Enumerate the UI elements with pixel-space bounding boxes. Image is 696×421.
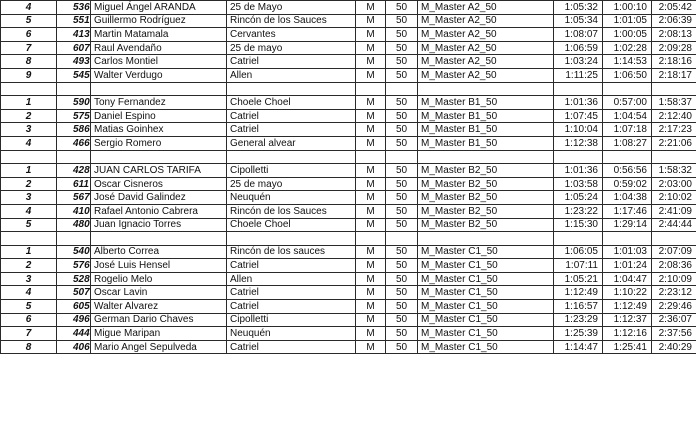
time-1-cell: 1:23:22 [554,204,603,218]
age-cell: 50 [386,245,418,259]
table-row [1,28,696,42]
time-1-cell: 1:25:39 [554,327,603,341]
sex-cell: M [356,68,386,82]
category-cell: M_Master B1_50 [418,123,554,137]
bib-cell: 493 [57,55,91,69]
city-cell: Catriel [227,109,356,123]
age-cell: 50 [386,136,418,150]
total-time-cell: 2:18:16 [652,55,696,69]
city-cell: Cipolletti [227,313,356,327]
age-cell: 50 [386,41,418,55]
position-cell: 5 [1,300,57,314]
empty-cell [418,82,554,96]
time-2-cell: 1:25:41 [603,340,652,354]
table-row [1,1,696,15]
time-1-cell: 1:06:05 [554,245,603,259]
time-2-cell: 1:00:10 [603,1,652,15]
category-cell: M_Master C1_50 [418,259,554,273]
empty-cell [1,232,57,246]
empty-cell [227,82,356,96]
time-2-cell: 1:02:28 [603,41,652,55]
age-cell: 50 [386,218,418,232]
category-cell: M_Master A2_50 [418,55,554,69]
age-cell: 50 [386,1,418,15]
group-separator-row [1,82,696,96]
category-cell: M_Master C1_50 [418,286,554,300]
name-cell: Juan Ignacio Torres [91,218,227,232]
empty-cell [57,82,91,96]
category-cell: M_Master B2_50 [418,164,554,178]
position-cell: 5 [1,218,57,232]
total-time-cell: 2:09:28 [652,41,696,55]
table-row [1,286,696,300]
table-row [1,218,696,232]
age-cell: 50 [386,204,418,218]
sex-cell: M [356,259,386,273]
city-cell: Neuquén [227,327,356,341]
category-cell: M_Master A2_50 [418,14,554,28]
sex-cell: M [356,41,386,55]
empty-cell [1,82,57,96]
empty-cell [418,150,554,164]
city-cell: Neuquén [227,191,356,205]
time-2-cell: 1:08:27 [603,136,652,150]
time-2-cell: 1:29:14 [603,218,652,232]
time-2-cell: 0:57:00 [603,96,652,110]
age-cell: 50 [386,300,418,314]
bib-cell: 551 [57,14,91,28]
bib-cell: 536 [57,1,91,15]
empty-cell [554,82,603,96]
total-time-cell: 2:08:13 [652,28,696,42]
bib-cell: 480 [57,218,91,232]
time-1-cell: 1:03:58 [554,177,603,191]
name-cell: Oscar Lavin [91,286,227,300]
city-cell: Catriel [227,55,356,69]
bib-cell: 496 [57,313,91,327]
empty-cell [652,150,696,164]
bib-cell: 528 [57,272,91,286]
bib-cell: 607 [57,41,91,55]
total-time-cell: 2:03:00 [652,177,696,191]
bib-cell: 466 [57,136,91,150]
position-cell: 4 [1,1,57,15]
city-cell: General alvear [227,136,356,150]
time-1-cell: 1:05:21 [554,272,603,286]
time-1-cell: 1:05:24 [554,191,603,205]
name-cell: Raul Avendaño [91,41,227,55]
total-time-cell: 2:29:46 [652,300,696,314]
name-cell: Guillermo Rodríguez [91,14,227,28]
empty-cell [386,82,418,96]
table-row [1,177,696,191]
group-separator-row [1,150,696,164]
age-cell: 50 [386,109,418,123]
sex-cell: M [356,191,386,205]
total-time-cell: 2:12:40 [652,109,696,123]
city-cell: Catriel [227,259,356,273]
time-2-cell: 1:01:24 [603,259,652,273]
total-time-cell: 2:44:44 [652,218,696,232]
time-1-cell: 1:10:04 [554,123,603,137]
sex-cell: M [356,286,386,300]
total-time-cell: 2:10:02 [652,191,696,205]
name-cell: Carlos Montiel [91,55,227,69]
table-row [1,55,696,69]
table-row [1,109,696,123]
table-row [1,300,696,314]
sex-cell: M [356,313,386,327]
time-1-cell: 1:07:45 [554,109,603,123]
time-2-cell: 1:01:03 [603,245,652,259]
bib-cell: 576 [57,259,91,273]
sex-cell: M [356,109,386,123]
empty-cell [386,232,418,246]
age-cell: 50 [386,123,418,137]
city-cell: Allen [227,272,356,286]
time-2-cell: 0:59:02 [603,177,652,191]
total-time-cell: 1:58:37 [652,96,696,110]
time-1-cell: 1:05:32 [554,1,603,15]
position-cell: 4 [1,136,57,150]
city-cell: Cervantes [227,28,356,42]
sex-cell: M [356,340,386,354]
empty-cell [603,82,652,96]
empty-cell [57,150,91,164]
time-2-cell: 1:01:05 [603,14,652,28]
table-row [1,96,696,110]
time-2-cell: 1:04:47 [603,272,652,286]
time-1-cell: 1:11:25 [554,68,603,82]
age-cell: 50 [386,327,418,341]
time-1-cell: 1:03:24 [554,55,603,69]
empty-cell [554,150,603,164]
total-time-cell: 2:23:12 [652,286,696,300]
bib-cell: 540 [57,245,91,259]
time-2-cell: 0:56:56 [603,164,652,178]
name-cell: Mario Angel Sepulveda [91,340,227,354]
age-cell: 50 [386,177,418,191]
bib-cell: 611 [57,177,91,191]
time-2-cell: 1:04:54 [603,109,652,123]
name-cell: Walter Verdugo [91,68,227,82]
category-cell: M_Master C1_50 [418,245,554,259]
age-cell: 50 [386,68,418,82]
time-2-cell: 1:17:46 [603,204,652,218]
time-2-cell: 1:06:50 [603,68,652,82]
time-1-cell: 1:12:38 [554,136,603,150]
time-1-cell: 1:12:49 [554,286,603,300]
time-2-cell: 1:07:18 [603,123,652,137]
category-cell: M_Master B1_50 [418,136,554,150]
city-cell: Choele Choel [227,96,356,110]
empty-cell [91,232,227,246]
bib-cell: 406 [57,340,91,354]
position-cell: 7 [1,41,57,55]
empty-cell [418,232,554,246]
table-row [1,68,696,82]
empty-cell [356,232,386,246]
position-cell: 8 [1,340,57,354]
age-cell: 50 [386,272,418,286]
city-cell: 25 de Mayo [227,1,356,15]
total-time-cell: 2:05:42 [652,1,696,15]
bib-cell: 413 [57,28,91,42]
name-cell: Miguel Ángel ARANDA [91,1,227,15]
age-cell: 50 [386,313,418,327]
position-cell: 8 [1,55,57,69]
city-cell: Catriel [227,340,356,354]
sex-cell: M [356,164,386,178]
city-cell: Cipolletti [227,164,356,178]
time-1-cell: 1:14:47 [554,340,603,354]
position-cell: 1 [1,245,57,259]
empty-cell [603,232,652,246]
sex-cell: M [356,123,386,137]
total-time-cell: 2:10:09 [652,272,696,286]
total-time-cell: 2:08:36 [652,259,696,273]
time-1-cell: 1:06:59 [554,41,603,55]
name-cell: Walter Alvarez [91,300,227,314]
total-time-cell: 2:21:06 [652,136,696,150]
empty-cell [91,150,227,164]
bib-cell: 428 [57,164,91,178]
time-2-cell: 1:12:37 [603,313,652,327]
sex-cell: M [356,1,386,15]
empty-cell [91,82,227,96]
bib-cell: 545 [57,68,91,82]
name-cell: Martin Matamala [91,28,227,42]
category-cell: M_Master A2_50 [418,28,554,42]
position-cell: 5 [1,14,57,28]
category-cell: M_Master A2_50 [418,41,554,55]
empty-cell [356,82,386,96]
sex-cell: M [356,327,386,341]
total-time-cell: 2:41:09 [652,204,696,218]
position-cell: 2 [1,259,57,273]
empty-cell [554,232,603,246]
sex-cell: M [356,204,386,218]
empty-cell [227,232,356,246]
sex-cell: M [356,96,386,110]
position-cell: 1 [1,164,57,178]
category-cell: M_Master C1_50 [418,300,554,314]
table-row [1,245,696,259]
city-cell: Catriel [227,300,356,314]
bib-cell: 590 [57,96,91,110]
bib-cell: 586 [57,123,91,137]
sex-cell: M [356,272,386,286]
bib-cell: 567 [57,191,91,205]
time-2-cell: 1:10:22 [603,286,652,300]
category-cell: M_Master C1_50 [418,272,554,286]
city-cell: Rincón de los Sauces [227,204,356,218]
position-cell: 7 [1,327,57,341]
age-cell: 50 [386,164,418,178]
table-row [1,164,696,178]
age-cell: 50 [386,55,418,69]
sex-cell: M [356,14,386,28]
empty-cell [1,150,57,164]
table-row [1,327,696,341]
name-cell: Daniel Espino [91,109,227,123]
time-2-cell: 1:12:49 [603,300,652,314]
city-cell: Catriel [227,286,356,300]
category-cell: M_Master C1_50 [418,340,554,354]
time-1-cell: 1:16:57 [554,300,603,314]
name-cell: José David Galindez [91,191,227,205]
empty-cell [386,150,418,164]
bib-cell: 605 [57,300,91,314]
age-cell: 50 [386,14,418,28]
name-cell: JUAN CARLOS TARIFA [91,164,227,178]
empty-cell [652,232,696,246]
category-cell: M_Master C1_50 [418,313,554,327]
table-row [1,136,696,150]
category-cell: M_Master A2_50 [418,1,554,15]
age-cell: 50 [386,96,418,110]
sex-cell: M [356,136,386,150]
table-row [1,204,696,218]
time-2-cell: 1:12:16 [603,327,652,341]
position-cell: 3 [1,123,57,137]
name-cell: Rafael Antonio Cabrera [91,204,227,218]
table-row [1,123,696,137]
position-cell: 1 [1,96,57,110]
age-cell: 50 [386,28,418,42]
empty-cell [57,232,91,246]
time-1-cell: 1:01:36 [554,96,603,110]
category-cell: M_Master C1_50 [418,327,554,341]
total-time-cell: 2:40:29 [652,340,696,354]
name-cell: Matias Goinhex [91,123,227,137]
sex-cell: M [356,245,386,259]
name-cell: Alberto Correa [91,245,227,259]
empty-cell [227,150,356,164]
position-cell: 9 [1,68,57,82]
position-cell: 6 [1,313,57,327]
table-row [1,259,696,273]
group-separator-row [1,232,696,246]
city-cell: 25 de mayo [227,177,356,191]
sex-cell: M [356,218,386,232]
bib-cell: 410 [57,204,91,218]
table-row [1,41,696,55]
name-cell: Rogelio Melo [91,272,227,286]
position-cell: 2 [1,177,57,191]
position-cell: 3 [1,191,57,205]
age-cell: 50 [386,259,418,273]
position-cell: 6 [1,28,57,42]
time-1-cell: 1:08:07 [554,28,603,42]
city-cell: Rincón de los sauces [227,245,356,259]
city-cell: Catriel [227,123,356,137]
category-cell: M_Master B1_50 [418,109,554,123]
category-cell: M_Master B2_50 [418,204,554,218]
position-cell: 4 [1,286,57,300]
table-row [1,272,696,286]
time-1-cell: 1:05:34 [554,14,603,28]
name-cell: Tony Fernandez [91,96,227,110]
time-1-cell: 1:15:30 [554,218,603,232]
time-1-cell: 1:23:29 [554,313,603,327]
bib-cell: 444 [57,327,91,341]
sex-cell: M [356,177,386,191]
name-cell: José Luis Hensel [91,259,227,273]
total-time-cell: 2:37:56 [652,327,696,341]
position-cell: 4 [1,204,57,218]
category-cell: M_Master B1_50 [418,96,554,110]
category-cell: M_Master A2_50 [418,68,554,82]
sex-cell: M [356,55,386,69]
position-cell: 3 [1,272,57,286]
total-time-cell: 2:36:07 [652,313,696,327]
category-cell: M_Master B2_50 [418,191,554,205]
bib-cell: 575 [57,109,91,123]
empty-cell [652,82,696,96]
total-time-cell: 2:06:39 [652,14,696,28]
table-row [1,340,696,354]
category-cell: M_Master B2_50 [418,177,554,191]
position-cell: 2 [1,109,57,123]
time-1-cell: 1:07:11 [554,259,603,273]
table-row [1,313,696,327]
bib-cell: 507 [57,286,91,300]
age-cell: 50 [386,286,418,300]
results-body [1,1,696,354]
time-2-cell: 1:14:53 [603,55,652,69]
sex-cell: M [356,28,386,42]
age-cell: 50 [386,191,418,205]
city-cell: Rincón de los Sauces [227,14,356,28]
age-cell: 50 [386,340,418,354]
total-time-cell: 2:07:09 [652,245,696,259]
sex-cell: M [356,300,386,314]
table-row [1,191,696,205]
total-time-cell: 2:17:23 [652,123,696,137]
name-cell: Sergio Romero [91,136,227,150]
total-time-cell: 2:18:17 [652,68,696,82]
empty-cell [603,150,652,164]
table-row [1,14,696,28]
total-time-cell: 1:58:32 [652,164,696,178]
time-2-cell: 1:04:38 [603,191,652,205]
empty-cell [356,150,386,164]
name-cell: Oscar Cisneros [91,177,227,191]
time-2-cell: 1:00:05 [603,28,652,42]
name-cell: German Dario Chaves [91,313,227,327]
city-cell: 25 de mayo [227,41,356,55]
city-cell: Choele Choel [227,218,356,232]
category-cell: M_Master B2_50 [418,218,554,232]
city-cell: Allen [227,68,356,82]
name-cell: Migue Maripan [91,327,227,341]
time-1-cell: 1:01:36 [554,164,603,178]
